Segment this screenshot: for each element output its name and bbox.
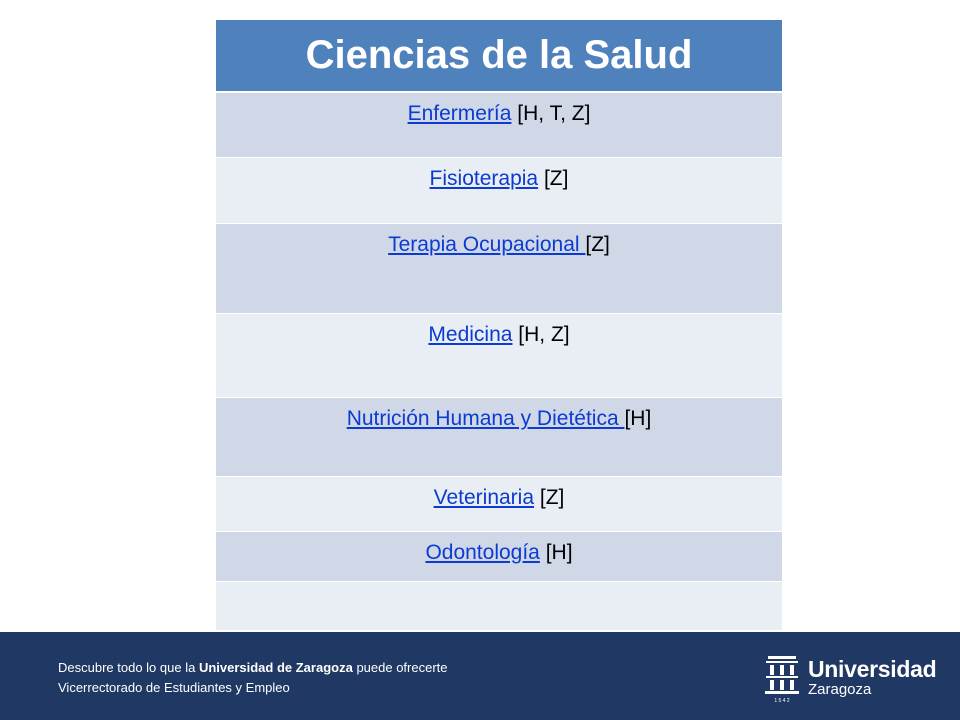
logo-subtitle: Zaragoza — [808, 681, 872, 698]
degree-link-nutricion[interactable]: Nutrición Humana y Dietética — [346, 407, 625, 430]
footer-tagline-pre: Descubre todo lo que la — [58, 660, 199, 675]
table-row — [216, 476, 782, 531]
table-row — [216, 531, 782, 581]
degree-link-medicina[interactable]: Medicina — [428, 323, 513, 346]
table-row — [216, 313, 782, 397]
table-title: Ciencias de la Salud — [216, 20, 782, 91]
degree-link-veterinaria[interactable]: Veterinaria — [433, 486, 535, 509]
campus-tag: [Z] — [534, 486, 565, 509]
table-row — [216, 91, 782, 157]
campus-tag: [H] — [624, 407, 652, 430]
table-row — [216, 397, 782, 476]
degree-link-fisioterapia[interactable]: Fisioterapia — [429, 167, 539, 190]
logo-wordmark: Universidad — [808, 656, 937, 682]
footer-university-name: Universidad de Zaragoza — [198, 660, 353, 675]
footer-department: Vicerrectorado de Estudiantes y Empleo — [58, 680, 290, 695]
university-seal-icon — [762, 654, 802, 704]
footer-tagline — [58, 660, 448, 675]
campus-tag: [H, Z] — [512, 323, 570, 346]
logo-year: 1 5 4 2 — [774, 698, 790, 704]
table-row — [216, 157, 782, 223]
table-row-empty — [216, 581, 782, 630]
campus-tag: [Z] — [538, 167, 569, 190]
footer-bar — [0, 632, 960, 720]
degrees-table — [216, 20, 782, 630]
campus-tag: [H, T, Z] — [511, 102, 591, 125]
degree-link-terapia-ocupacional[interactable]: Terapia Ocupacional — [388, 233, 586, 256]
table-row — [216, 223, 782, 313]
campus-tag: [Z] — [585, 233, 610, 256]
footer-tagline-post: puede ofrecerte — [352, 660, 448, 675]
degree-link-enfermeria[interactable]: Enfermería — [407, 102, 512, 125]
degree-link-odontologia[interactable]: Odontología — [425, 541, 540, 564]
university-logo — [762, 654, 937, 704]
campus-tag: [H] — [539, 541, 573, 564]
